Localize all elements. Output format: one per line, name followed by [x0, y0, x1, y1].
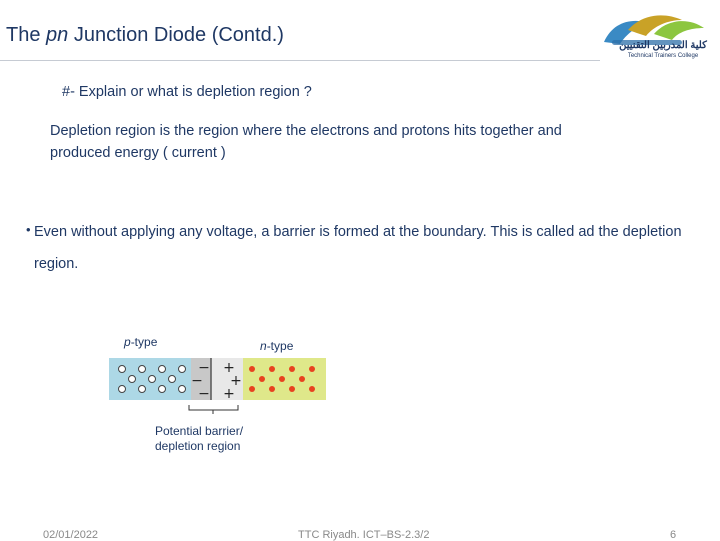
electron: [289, 366, 295, 372]
depletion-bracket: [189, 405, 238, 414]
hole: [139, 366, 146, 373]
logo-english-text: Technical Trainers College: [627, 53, 699, 59]
depletion-label-line2: depletion region: [155, 439, 241, 453]
title-prefix: The: [6, 24, 47, 46]
footer-center-text: TTC Riyadh. ICT–BS-2.3/2: [298, 529, 430, 541]
plus-ion: +: [223, 360, 235, 376]
minus-ion: −: [191, 373, 203, 389]
minus-ion: −: [198, 386, 210, 402]
page-number: 6: [670, 529, 677, 541]
title-divider: [0, 60, 600, 61]
hole: [149, 376, 156, 383]
electron: [269, 366, 275, 372]
p-type-label: [124, 335, 157, 349]
hole: [179, 386, 186, 393]
n-type-suffix: -type: [266, 339, 294, 353]
slide-title: [6, 24, 284, 47]
hole: [129, 376, 136, 383]
title-suffix: Junction Diode (Contd.): [68, 24, 284, 46]
plus-ion: +: [230, 373, 242, 389]
question-text: #- Explain or what is depletion region ?: [62, 84, 312, 100]
hole: [119, 366, 126, 373]
electron: [269, 386, 275, 392]
n-type-label: [260, 339, 293, 353]
hole: [159, 366, 166, 373]
footer-date: 02/01/2022: [43, 529, 99, 541]
electron: [249, 366, 255, 372]
logo-arabic-text: كلية المدربين التقنيين: [619, 40, 707, 51]
electron: [279, 376, 285, 382]
electron: [309, 386, 315, 392]
depletion-label-line1: Potential barrier/: [155, 424, 244, 438]
electron: [289, 386, 295, 392]
bullet-text: Even without applying any voltage, a barrier is formed at the boundary. This is called ad the depletion region.: [34, 224, 682, 272]
plus-ion: +: [223, 386, 235, 402]
answer-text: Depletion region is the region where the electrons and protons hits together and produced energy ( current ): [50, 123, 562, 161]
electron: [259, 376, 265, 382]
electron: [249, 386, 255, 392]
hole: [169, 376, 176, 383]
p-type-italic: p: [124, 335, 131, 349]
hole: [139, 386, 146, 393]
electron: [309, 366, 315, 372]
electron: [299, 376, 305, 382]
depletion-region-label: [155, 424, 275, 454]
minus-ion: −: [198, 360, 210, 376]
hole: [179, 366, 186, 373]
bullet-marker: •: [26, 222, 31, 237]
hole: [119, 386, 126, 393]
p-type-suffix: -type: [130, 335, 158, 349]
title-italic: pn: [46, 24, 69, 46]
hole: [159, 386, 166, 393]
n-type-italic: n: [260, 339, 267, 353]
